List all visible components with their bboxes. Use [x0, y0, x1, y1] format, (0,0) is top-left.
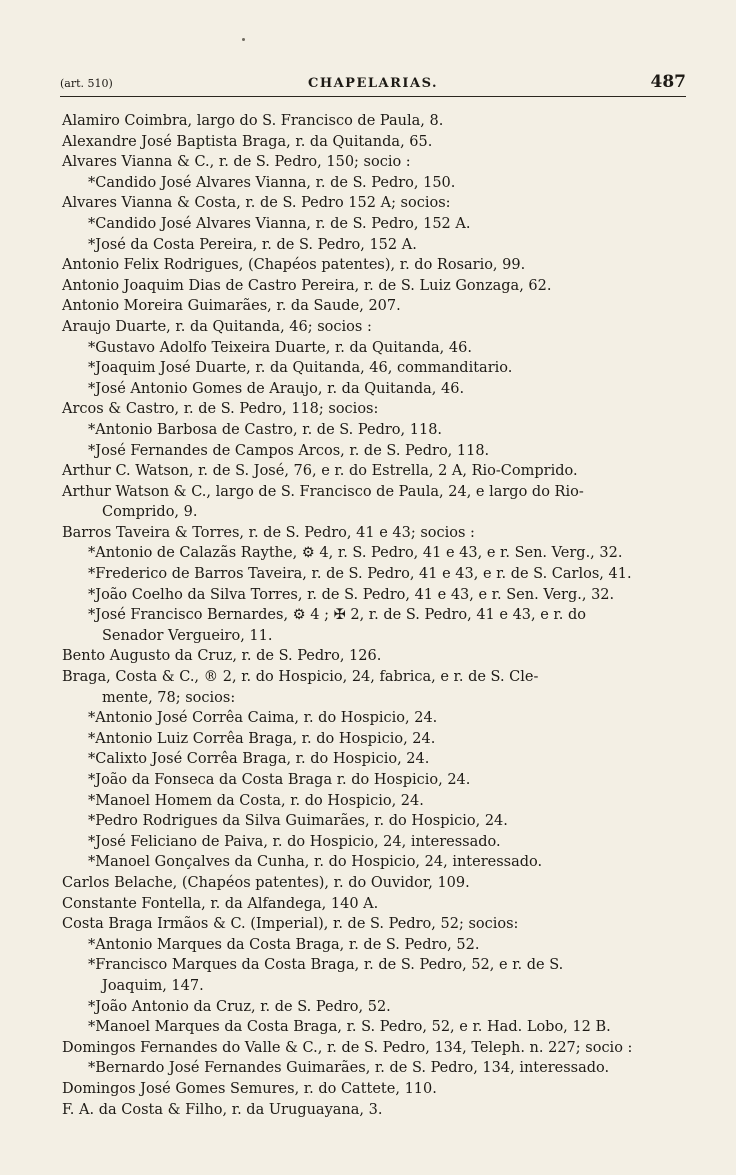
partner-entry-line: *Manoel Marques da Costa Braga, r. S. Pedro, 52, e r. Had. Lobo, 12 B. — [88, 1019, 611, 1036]
firm-entry-line: Antonio Joaquim Dias de Castro Pereira, r. de S. Luiz Gonzaga, 62. — [62, 277, 552, 294]
continuation-line: mente, 78; socios: — [102, 689, 236, 706]
firm-entry-line: Arcos & Castro, r. de S. Pedro, 118; socios: — [62, 401, 379, 418]
firm-entry-line: Alvares Vianna & Costa, r. de S. Pedro 152 A; socios: — [62, 195, 451, 212]
firm-entry-line: Araujo Duarte, r. da Quitanda, 46; socios : — [62, 318, 372, 335]
page-number: 487 — [650, 72, 686, 92]
continuation-line: Senador Vergueiro, 11. — [102, 627, 273, 644]
firm-entry-line: F. A. da Costa & Filho, r. da Uruguayana, 3. — [62, 1101, 383, 1118]
firm-entry-line: Antonio Moreira Guimarães, r. da Saude, 207. — [62, 298, 401, 315]
firm-entry-line: Alexandre José Baptista Braga, r. da Quitanda, 65. — [62, 133, 433, 150]
partner-entry-line: *José Francisco Bernardes, ⚙ 4 ; ✠ 2, r. de S. Pedro, 41 e 43, e r. do — [88, 607, 586, 624]
firm-entry-line: Arthur C. Watson, r. de S. José, 76, e r. do Estrella, 2 A, Rio-Comprido. — [62, 463, 578, 480]
partner-entry-line: *João Antonio da Cruz, r. de S. Pedro, 52. — [88, 998, 391, 1015]
partner-entry-line: *Manoel Homem da Costa, r. do Hospicio, 24. — [88, 792, 424, 809]
firm-entry-line: Bento Augusto da Cruz, r. de S. Pedro, 126. — [62, 648, 382, 665]
firm-entry-line: Alamiro Coimbra, largo do S. Francisco de Paula, 8. — [62, 113, 444, 129]
partner-entry-line: *José Feliciano de Paiva, r. do Hospicio, 24, interessado. — [88, 833, 501, 850]
firm-entry-line: Carlos Belache, (Chapéos patentes), r. do Ouvidor, 109. — [62, 874, 470, 891]
article-reference: (art. 510) — [60, 77, 113, 90]
partner-entry-line: *João da Fonseca da Costa Braga r. do Hospicio, 24. — [88, 772, 471, 788]
firm-entry-line: Domingos José Gomes Semures, r. do Cattete, 110. — [62, 1080, 437, 1097]
partner-entry-line: *Antonio Marques da Costa Braga, r. de S. Pedro, 52. — [88, 936, 480, 953]
partner-entry-line: *Frederico de Barros Taveira, r. de S. Pedro, 41 e 43, e r. de S. Carlos, 41. — [88, 566, 632, 583]
partner-entry-line: *Antonio Barbosa de Castro, r. de S. Pedro, 118. — [88, 421, 443, 438]
partner-entry-line: *João Coelho da Silva Torres, r. de S. Pedro, 41 e 43, e r. Sen. Verg., 32. — [88, 586, 615, 603]
firm-entry-line: Alvares Vianna & C., r. de S. Pedro, 150; socio : — [62, 154, 411, 171]
partner-entry-line: *José Antonio Gomes de Araujo, r. da Quitanda, 46. — [88, 380, 465, 397]
partner-entry-line: *Candido José Alvares Vianna, r. de S. Pedro, 152 A. — [88, 215, 471, 232]
continuation-line: Comprido, 9. — [102, 504, 198, 521]
firm-entry-line: Constante Fontella, r. da Alfandega, 140 A. — [62, 895, 379, 912]
partner-entry-line: *Bernardo José Fernandes Guimarães, r. de S. Pedro, 134, interessado. — [88, 1060, 610, 1077]
partner-entry-line: *Antonio José Corrêa Caima, r. do Hospicio, 24. — [88, 710, 438, 727]
partner-entry-line: *Manoel Gonçalves da Cunha, r. do Hospicio, 24, interessado. — [88, 854, 543, 871]
partner-entry-line: *Joaquim José Duarte, r. da Quitanda, 46, commanditario. — [88, 360, 513, 377]
partner-entry-line: *Gustavo Adolfo Teixeira Duarte, r. da Quitanda, 46. — [88, 339, 472, 356]
partner-entry-line: *Francisco Marques da Costa Braga, r. de S. Pedro, 52, e r. de S. — [88, 957, 564, 974]
firm-entry-line: Braga, Costa & C., ® 2, r. do Hospicio, 24, fabrica, e r. de S. Cle- — [62, 669, 539, 686]
firm-entry-line: Antonio Felix Rodrigues, (Chapéos patentes), r. do Rosario, 99. — [62, 257, 526, 274]
firm-entry-line: Domingos Fernandes do Valle & C., r. de S. Pedro, 134, Teleph. n. 227; socio : — [62, 1039, 633, 1056]
directory-listing — [62, 111, 688, 1120]
section-title: CHAPELARIAS. — [307, 76, 439, 91]
firm-entry-line: Arthur Watson & C., largo de S. Francisco de Paula, 24, e largo do Rio- — [62, 483, 584, 500]
ink-speck — [242, 38, 245, 41]
partner-entry-line: *Antonio de Calazãs Raythe, ⚙ 4, r. S. Pedro, 41 e 43, e r. Sen. Verg., 32. — [88, 545, 623, 562]
firm-entry-line: Costa Braga Irmãos & C. (Imperial), r. de S. Pedro, 52; socios: — [62, 916, 519, 933]
partner-entry-line: *Candido José Alvares Vianna, r. de S. Pedro, 150. — [88, 174, 456, 191]
partner-entry-line: *Pedro Rodrigues da Silva Guimarães, r. do Hospicio, 24. — [88, 813, 508, 830]
firm-entry-line: Barros Taveira & Torres, r. de S. Pedro, 41 e 43; socios : — [62, 524, 475, 541]
partner-entry-line: *Antonio Luiz Corrêa Braga, r. do Hospicio, 24. — [88, 730, 436, 747]
partner-entry-line: *Calixto José Corrêa Braga, r. do Hospicio, 24. — [88, 751, 430, 768]
continuation-line: Joaquim, 147. — [102, 977, 204, 994]
partner-entry-line: *José Fernandes de Campos Arcos, r. de S. Pedro, 118. — [88, 442, 490, 459]
page-header — [60, 66, 686, 97]
partner-entry-line: *José da Costa Pereira, r. de S. Pedro, 152 A. — [88, 236, 417, 253]
